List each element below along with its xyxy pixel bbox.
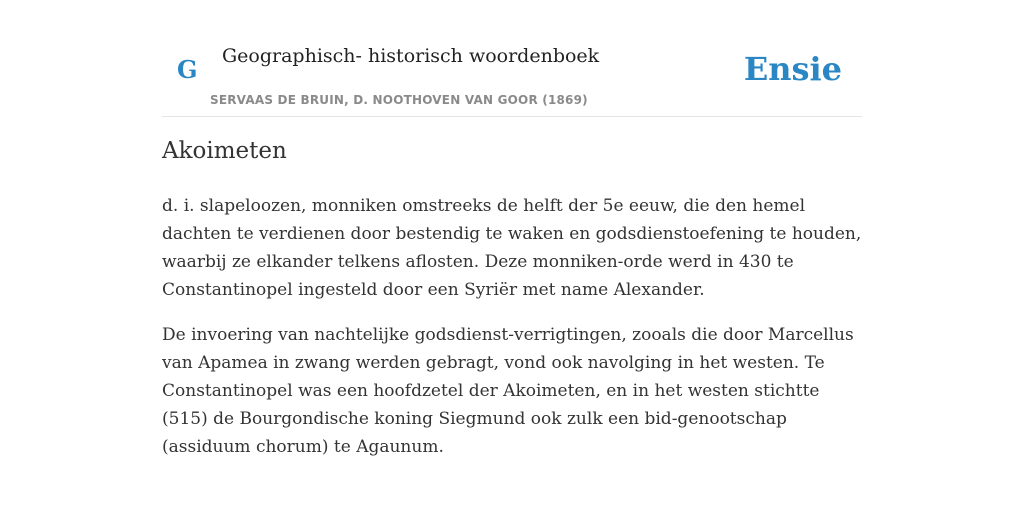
book-letter-icon[interactable]: G [177,55,198,84]
entry-title: Akoimeten [162,138,287,164]
book-title-link[interactable]: Geographisch- historisch woordenboek [222,45,600,67]
entry-paragraph: De invoering van nachtelijke godsdienst-verrigtingen, zooals die door Marcellus van Apamea in zwang werden gebragt, vond ook navolging in het westen. Te Constantinopel was een hoofdzetel der Akoimeten, en in het westen stichtte (515) de Bourgondische koning Siegmund ook zulk een bid-genootschap (assiduum chorum) te Agaunum. [162,325,854,457]
book-header [162,0,862,117]
ensie-logo-link[interactable]: Ensie [743,50,842,88]
book-authors: SERVAAS DE BRUIN, D. NOOTHOVEN VAN GOOR (1869) [210,93,588,107]
entry-paragraph: d. i. slapeloozen, monniken omstreeks de helft der 5e eeuw, die den hemel dachten te verdienen door bestendig te waken en godsdienstoefening te houden, waarbij ze elkander telkens aflosten. Deze monniken-orde werd in 430 te Constantinopel ingesteld door een Syriër met name Alexander. [162,196,862,300]
entry-body [162,192,867,478]
